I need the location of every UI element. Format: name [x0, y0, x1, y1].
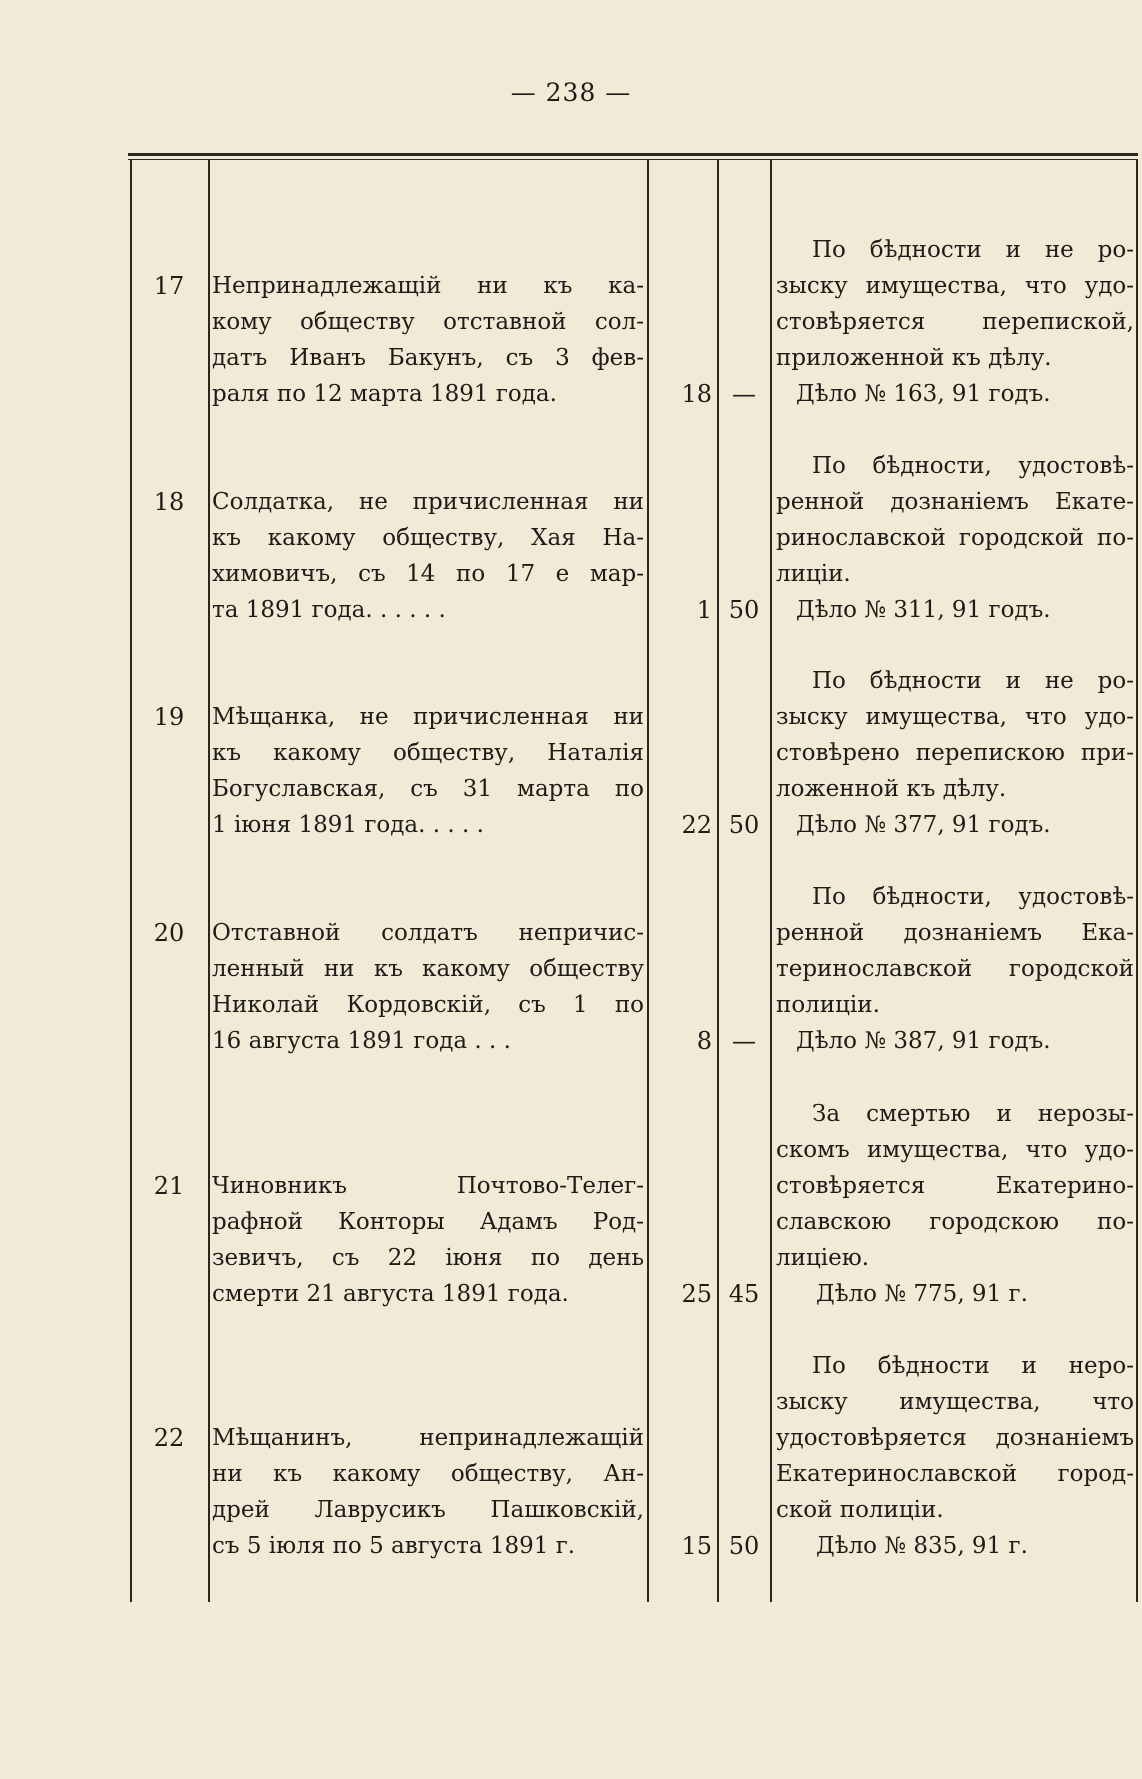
- reason-line: удостовѣряется дознаніемъ: [776, 1425, 1134, 1451]
- reason-line: стовѣряется перепиской,: [776, 309, 1134, 335]
- row-description: [212, 484, 644, 628]
- amount-kopecks: —: [732, 380, 756, 408]
- column-divider: [208, 160, 210, 1602]
- reason-line: приложенной къ дѣлу.: [776, 345, 1052, 371]
- reason-line: лиціи.: [776, 561, 851, 587]
- description-line: 1 іюня 1891 года. . . . .: [212, 812, 484, 838]
- description-line: ленный ни къ какому обществу: [212, 956, 644, 982]
- reason-line: По бѣдности, удостовѣ-: [812, 453, 1134, 479]
- row-number: 17: [153, 272, 185, 300]
- amount-rubles: 8: [696, 1027, 712, 1055]
- row-number: 20: [153, 919, 185, 947]
- description-line: датъ Иванъ Бакунъ, съ 3 фев-: [212, 345, 644, 371]
- description-line: раля по 12 марта 1891 года.: [212, 381, 557, 407]
- row-number: 21: [153, 1172, 185, 1200]
- description-line: смерти 21 августа 1891 года.: [212, 1281, 569, 1307]
- amount-kopecks: —: [732, 1027, 756, 1055]
- amount-rubles: 25: [681, 1280, 712, 1308]
- reason-line: стовѣрено перепискою при-: [776, 740, 1134, 766]
- description-line: дрей Лаврусикъ Пашковскій,: [212, 1497, 644, 1523]
- description-line: Богуславская, съ 31 марта по: [212, 776, 644, 802]
- description-line: съ 5 іюля по 5 августа 1891 г.: [212, 1533, 576, 1559]
- description-line: та 1891 года. . . . . .: [212, 597, 446, 623]
- description-line: кому обществу отставной сол-: [212, 309, 644, 335]
- reason-line: По бѣдности и не ро-: [812, 668, 1134, 694]
- row-number: 18: [153, 488, 185, 516]
- case-reference: Дѣло № 835, 91 г.: [816, 1533, 1028, 1559]
- description-line: зевичъ, съ 22 іюня по день: [212, 1245, 644, 1271]
- reason-line: полиціи.: [776, 992, 880, 1018]
- row-reason: [776, 879, 1134, 1059]
- description-line: Непринадлежащій ни къ ка-: [212, 273, 644, 299]
- amount-kopecks: 50: [728, 811, 760, 839]
- column-divider: [130, 160, 132, 1602]
- row-description: [212, 268, 644, 412]
- reason-line: За смертью и нерозы-: [812, 1101, 1134, 1127]
- reason-line: лиціею.: [776, 1245, 870, 1271]
- row-reason: [776, 448, 1134, 628]
- table-top-rule: [128, 153, 1138, 156]
- description-line: Чиновникъ Почтово-Телег-: [212, 1173, 644, 1199]
- reason-line: По бѣдности, удостовѣ-: [812, 884, 1134, 910]
- amount-rubles: 18: [681, 380, 712, 408]
- row-reason: [776, 663, 1134, 843]
- description-line: рафной Конторы Адамъ Род-: [212, 1209, 644, 1235]
- column-divider: [770, 160, 772, 1602]
- reason-line: По бѣдности и неро-: [812, 1353, 1134, 1379]
- reason-line: стовѣряется Екатерино-: [776, 1173, 1134, 1199]
- reason-line: ской полиціи.: [776, 1497, 944, 1523]
- description-line: Солдатка, не причисленная ни: [212, 489, 644, 515]
- description-line: 16 августа 1891 года . . .: [212, 1028, 511, 1054]
- row-number: 22: [153, 1424, 185, 1452]
- row-number: 19: [153, 703, 185, 731]
- reason-line: теринославской городской: [776, 956, 1134, 982]
- column-divider: [647, 160, 649, 1602]
- reason-line: ренной дознаніемъ Ека-: [776, 920, 1134, 946]
- amount-kopecks: 50: [728, 596, 760, 624]
- case-reference: Дѣло № 387, 91 годъ.: [796, 1028, 1051, 1054]
- reason-line: ренной дознаніемъ Екате-: [776, 489, 1134, 515]
- description-line: ни къ какому обществу, Ан-: [212, 1461, 644, 1487]
- case-reference: Дѣло № 377, 91 годъ.: [796, 812, 1051, 838]
- description-line: химовичъ, съ 14 по 17 е мар-: [212, 561, 644, 587]
- column-divider: [717, 160, 719, 1602]
- amount-rubles: 22: [681, 811, 712, 839]
- reason-line: ринославской городской по-: [776, 525, 1134, 551]
- amount-kopecks: 50: [728, 1532, 760, 1560]
- amount-rubles: 15: [681, 1532, 712, 1560]
- reason-line: славскою городскою по-: [776, 1209, 1134, 1235]
- reason-line: скомъ имущества, что удо-: [776, 1137, 1134, 1163]
- row-reason: [776, 1348, 1134, 1564]
- reason-line: По бѣдности и не ро-: [812, 237, 1134, 263]
- row-description: [212, 1420, 644, 1564]
- case-reference: Дѣло № 775, 91 г.: [816, 1281, 1028, 1307]
- row-description: [212, 1168, 644, 1312]
- description-line: Отставной солдатъ непричис-: [212, 920, 644, 946]
- amount-rubles: 1: [696, 596, 712, 624]
- reason-line: зыску имущества, что удо-: [776, 273, 1134, 299]
- description-line: къ какому обществу, Хая На-: [212, 525, 644, 551]
- case-reference: Дѣло № 311, 91 годъ.: [796, 597, 1051, 623]
- reason-line: Екатеринославской город-: [776, 1461, 1134, 1487]
- description-line: Николай Кордовскій, съ 1 по: [212, 992, 644, 1018]
- reason-line: зыску имущества, что: [776, 1389, 1134, 1415]
- page-number: — 238 —: [510, 78, 632, 107]
- table-top-rule-thin: [128, 159, 1138, 160]
- amount-kopecks: 45: [728, 1280, 760, 1308]
- description-line: къ какому обществу, Наталія: [212, 740, 644, 766]
- description-line: Мѣщанка, не причисленная ни: [212, 704, 644, 730]
- row-description: [212, 915, 644, 1059]
- row-reason: [776, 1096, 1134, 1312]
- row-description: [212, 699, 644, 843]
- row-reason: [776, 232, 1134, 412]
- reason-line: ложенной къ дѣлу.: [776, 776, 1007, 802]
- description-line: Мѣщанинъ, непринадлежащій: [212, 1425, 644, 1451]
- case-reference: Дѣло № 163, 91 годъ.: [796, 381, 1051, 407]
- reason-line: зыску имущества, что удо-: [776, 704, 1134, 730]
- column-divider: [1136, 160, 1138, 1602]
